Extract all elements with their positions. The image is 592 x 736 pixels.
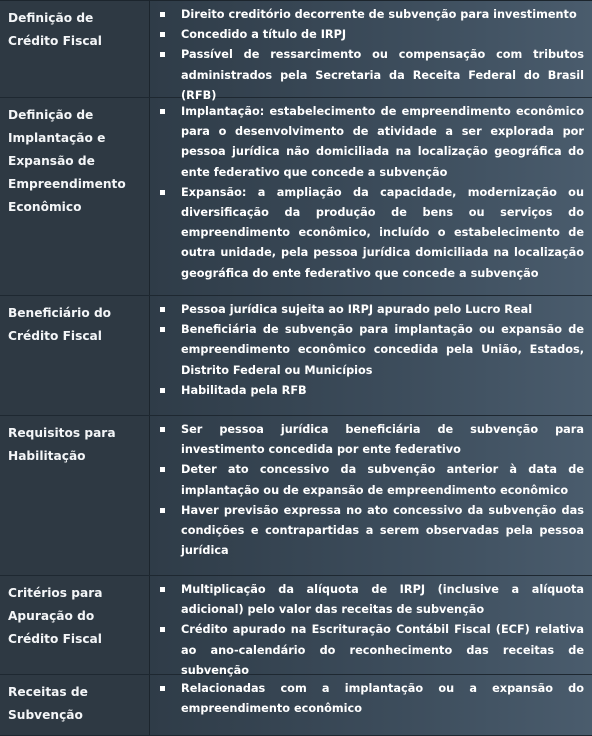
row-content: [150, 675, 592, 735]
row-label: Definição de Implantação e Expansão de Empreendimento Econômico: [0, 98, 150, 295]
bullet-icon: [160, 12, 165, 17]
list-item: Multiplicação da alíquota de IRPJ (inclusive a alíquota adicional) pelo valor das receitas de subvenção: [160, 580, 584, 620]
bullet-icon: [160, 109, 165, 114]
row-label: Requisitos para Habilitação: [0, 416, 150, 575]
row-label: Definição de Crédito Fiscal: [0, 1, 150, 97]
bullet-icon: [160, 587, 165, 592]
list-item: Implantação: estabelecimento de empreendimento econômico para o desenvolvimento de atividade a ser explorada por pessoa jurídica não domiciliada na localização geográfica do ente federativo que concede a subvenção: [160, 102, 584, 183]
list-item: Pessoa jurídica sujeita ao IRPJ apurado pelo Lucro Real: [160, 300, 584, 320]
list-item: Haver previsão expressa no ato concessivo da subvenção das condições e contrapartidas a serem observadas pela pessoa jurídica: [160, 501, 584, 562]
bullet-icon: [160, 427, 165, 432]
table-row-criterios: [0, 576, 592, 675]
bullet-icon: [160, 190, 165, 195]
table-row-definicao-credito: [0, 1, 592, 102]
table-row-receitas: [0, 675, 592, 736]
row-label: Receitas de Subvenção: [0, 675, 150, 735]
list-item: Concedido a título de IRPJ: [160, 25, 584, 45]
list-item: Direito creditório decorrente de subvenção para investimento: [160, 5, 584, 25]
row-content: [150, 98, 592, 295]
bullet-icon: [160, 32, 165, 37]
bullet-icon: [160, 627, 165, 632]
row-content: [150, 1, 592, 102]
bullet-icon: [160, 327, 165, 332]
row-label: Critérios para Apuração do Crédito Fiscal: [0, 576, 150, 674]
row-content: [150, 416, 592, 575]
list-item: Deter ato concessivo da subvenção anterior à data de implantação ou de expansão de empreendimento econômico: [160, 460, 584, 500]
bullet-icon: [160, 307, 165, 312]
row-content: [150, 576, 592, 677]
table-row-definicao-implantacao: [0, 98, 592, 296]
list-item: Beneficiária de subvenção para implantação ou expansão de empreendimento econômico concedida pela União, Estados, Distrito Federal ou Municípios: [160, 320, 584, 381]
bullet-icon: [160, 686, 165, 691]
list-item: Relacionadas com a implantação ou a expansão do empreendimento econômico: [160, 679, 584, 719]
bullet-icon: [160, 508, 165, 513]
row-content: [150, 296, 592, 415]
bullet-icon: [160, 52, 165, 57]
bullet-icon: [160, 388, 165, 393]
bullet-icon: [160, 467, 165, 472]
row-label: Beneficiário do Crédito Fiscal: [0, 296, 150, 415]
table-row-requisitos: [0, 416, 592, 576]
list-item: Ser pessoa jurídica beneficiária de subvenção para investimento concedida por ente federativo: [160, 420, 584, 460]
table-row-beneficiario: [0, 296, 592, 416]
list-item: Crédito apurado na Escrituração Contábil Fiscal (ECF) relativa ao ano-calendário do reconhecimento das receitas de subvenção: [160, 620, 584, 681]
list-item: Habilitada pela RFB: [160, 381, 584, 401]
list-item: Expansão: a ampliação da capacidade, modernização ou diversificação da produção de bens ou serviços do empreendimento econômico, incluído o estabelecimento de outra unidade, pela pessoa jurídica domiciliada na localização geográfica do ente federativo que concede a subvenção: [160, 183, 584, 284]
list-item: Passível de ressarcimento ou compensação com tributos administrados pela Secretaria da Receita Federal do Brasil (RFB): [160, 45, 584, 106]
